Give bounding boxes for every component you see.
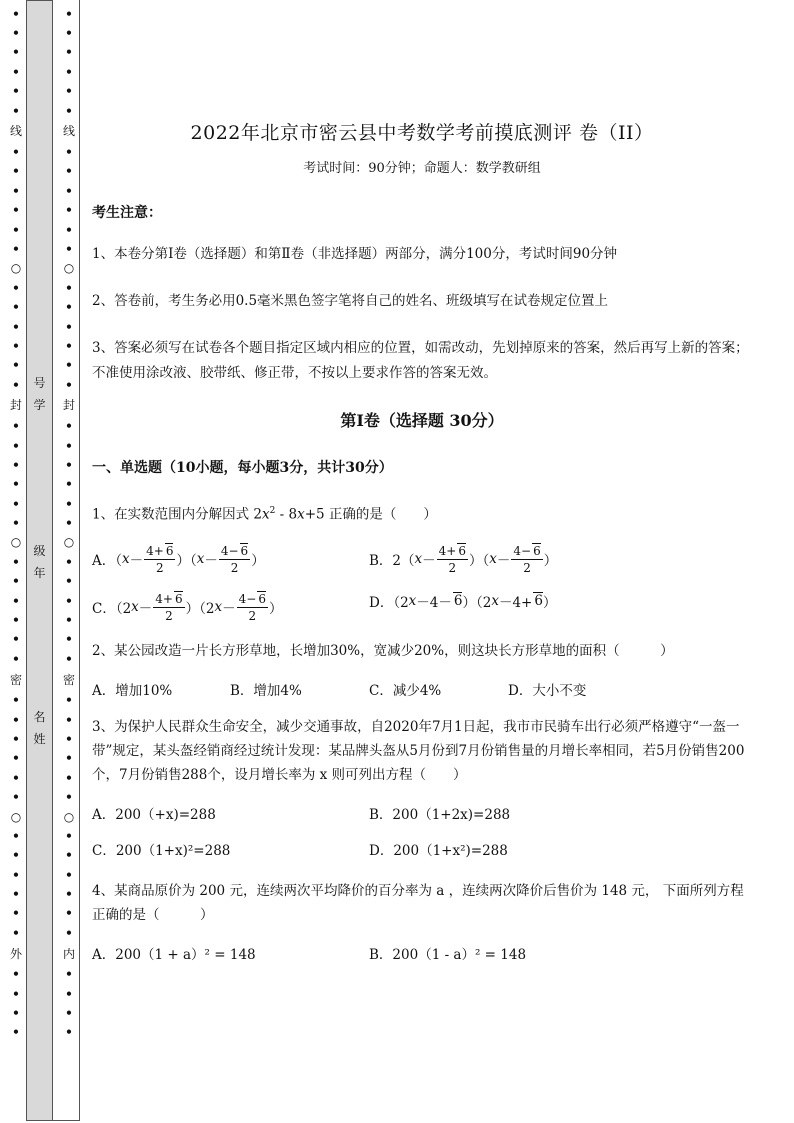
seal-dot: •: [12, 516, 20, 531]
seal-dot: •: [65, 790, 73, 805]
grade-field: 级 年: [33, 544, 46, 580]
question-3-options-row-1: [92, 803, 752, 829]
seal-dot: •: [12, 1006, 20, 1021]
seal-char: 线: [62, 124, 75, 139]
question-3-option-a[interactable]: A．200（+x)=288: [92, 806, 216, 823]
seal-dot: •: [12, 45, 20, 60]
seal-dot: •: [65, 731, 73, 746]
page-title: 2022年北京市密云县中考数学考前摸底测评 卷（II）: [190, 122, 654, 144]
question-2-options: [92, 679, 752, 705]
seal-dot: •: [65, 300, 73, 315]
seal-dot: •: [65, 651, 73, 666]
seal-dot: •: [12, 377, 20, 392]
question-4-options: [92, 943, 752, 969]
question-1-option-b[interactable]: B．2（ x － $\frac{4+ 6}{2}$ ）（ x － $\frac{4- 6}{2}$ ）: [369, 543, 558, 575]
seal-dot: •: [12, 867, 20, 882]
seal-dot: •: [65, 241, 73, 256]
seal-dot: •: [12, 751, 20, 766]
seal-dot: •: [65, 828, 73, 843]
question-2-option-c[interactable]: C．减少4%: [369, 682, 442, 699]
question-4-stem: 4、某商品原价为 200 元，连续两次平均降价的百分率为 a ，连续两次降价后售价为 148 元， 下面所列方程正确的是（ ）: [92, 882, 744, 923]
seal-dot: •: [12, 712, 20, 727]
seal-circle: ○: [63, 535, 75, 550]
question-1-option-c[interactable]: C．（2 x － $\frac{4+ 6}{2}$ ）（2 x － $\frac{4- 6}{2}$ ）: [92, 591, 283, 623]
seal-circle: ○: [63, 809, 75, 824]
seal-dot: •: [65, 867, 73, 882]
seal-dot: •: [65, 1025, 73, 1040]
seal-dot: •: [12, 145, 20, 160]
seal-dot: •: [12, 967, 20, 982]
seal-char: 线: [9, 124, 22, 139]
question-1-options-row-2: [92, 591, 752, 629]
question-3-option-b[interactable]: B．200（1+2x)=288: [369, 806, 511, 823]
seal-dots-right: [62, 4, 76, 1042]
question-3-option-d[interactable]: D．200（1+x²)=288: [369, 842, 508, 859]
seal-circle: ○: [10, 809, 22, 824]
seal-dot: •: [12, 64, 20, 79]
seal-dot: •: [65, 613, 73, 628]
seal-dot: •: [12, 26, 20, 41]
seal-dot: •: [65, 319, 73, 334]
seal-dot: •: [12, 828, 20, 843]
question-2-option-a[interactable]: A．增加10%: [92, 682, 173, 699]
seal-dot: •: [12, 574, 20, 589]
seal-dot: •: [12, 848, 20, 863]
seal-dot: •: [12, 300, 20, 315]
seal-dot: •: [65, 574, 73, 589]
seal-dot: •: [12, 554, 20, 569]
seal-dot: •: [12, 986, 20, 1001]
seal-dot: •: [65, 145, 73, 160]
seal-char: 外: [9, 946, 22, 961]
seal-dot: •: [65, 203, 73, 218]
seal-dot: •: [65, 770, 73, 785]
question-1-stem: 1、在实数范围内分解因式 $2x^2 - 8x+5$ 正确的是（ ）: [92, 506, 437, 523]
question-3-stem: 3、为保护人民群众生命安全，减少交通事故，自2020年7月1日起，我市市民骑车出行必须严格遵守“一盔一带”规定，某头盔经销商经过统计发现：某品牌头盔从5月份到7月份销售量的月增长率相同，若5月份销售200个，7月份销售288个，设月增长率为 x 则可列出方程（ ）: [92, 718, 745, 783]
seal-circle: ○: [10, 535, 22, 550]
seal-dot: •: [65, 358, 73, 373]
seal-dot: •: [12, 358, 20, 373]
seal-dot: •: [12, 183, 20, 198]
question-1-option-d[interactable]: D．（2 x －4－ 6 ）（2 x －4+ 6 ）: [369, 592, 557, 611]
seal-dot: •: [65, 496, 73, 511]
seal-char: 密: [9, 672, 22, 687]
question-2-option-b[interactable]: B．增加4%: [230, 682, 302, 699]
question-1-options-row-1: [92, 543, 752, 581]
seal-dot: •: [65, 516, 73, 531]
seal-char: 封: [9, 398, 22, 413]
seal-char: 封: [62, 398, 75, 413]
seal-dot: •: [65, 183, 73, 198]
seal-dot: •: [12, 203, 20, 218]
seal-dot: •: [65, 26, 73, 41]
name-field: 名 姓: [33, 710, 46, 746]
seal-dot: •: [65, 64, 73, 79]
seal-dot: •: [65, 377, 73, 392]
seal-dot: •: [65, 477, 73, 492]
seal-circle: ○: [63, 261, 75, 276]
seal-dot: •: [12, 164, 20, 179]
seal-dot: •: [12, 613, 20, 628]
seal-dot: •: [12, 925, 20, 940]
seal-dot: •: [65, 751, 73, 766]
binding-margin: [0, 0, 82, 1123]
seal-dot: •: [65, 906, 73, 921]
seal-dot: •: [12, 338, 20, 353]
section-title: 第I卷（选择题 30分）: [340, 411, 504, 430]
seal-dot: •: [65, 6, 73, 21]
question-2-stem: 2、某公园改造一片长方形草地，长增加30%，宽减少20%，则这块长方形草地的面积（ ）: [92, 642, 674, 659]
seal-dot: •: [12, 84, 20, 99]
seal-dot: •: [65, 593, 73, 608]
seal-dot: •: [65, 457, 73, 472]
seal-dot: •: [65, 103, 73, 118]
seal-dot: •: [65, 222, 73, 237]
notice-item-2: 2、答卷前，考生务必用0.5毫米黑色签字笔将自己的姓名、班级填写在试卷规定位置上: [92, 293, 609, 309]
seal-dot: •: [12, 457, 20, 472]
seal-dot: •: [65, 280, 73, 295]
part-heading: 一、单选题（10小题，每小题3分，共计30分）: [92, 460, 393, 476]
question-3-options-row-2: [92, 839, 752, 865]
seal-dot: •: [12, 790, 20, 805]
exam-paper: [92, 118, 752, 979]
seal-dot: •: [65, 84, 73, 99]
seal-dot: •: [65, 986, 73, 1001]
notice-item-1: 1、本卷分第I卷（选择题）和第Ⅱ卷（非选择题）两部分，满分100分，考试时间90分钟: [92, 246, 618, 262]
seal-dot: •: [12, 651, 20, 666]
seal-dot: •: [65, 925, 73, 940]
question-2-option-d[interactable]: D．大小不变: [508, 682, 587, 699]
seal-dots-left: [9, 4, 23, 1042]
question-4-option-b[interactable]: B．200（1 - a）² = 148: [369, 946, 527, 963]
seal-dot: •: [12, 103, 20, 118]
seal-dot: •: [12, 693, 20, 708]
seal-dot: •: [12, 319, 20, 334]
seal-dot: •: [12, 496, 20, 511]
seal-dot: •: [65, 967, 73, 982]
question-3-option-c[interactable]: C．200（1+x)²=288: [92, 842, 231, 859]
student-id-field: 号 学: [33, 376, 46, 412]
seal-dot: •: [65, 554, 73, 569]
seal-dot: •: [65, 338, 73, 353]
seal-char: 密: [62, 672, 75, 687]
seal-dot: •: [65, 1006, 73, 1021]
seal-char: 内: [62, 946, 75, 961]
seal-dot: •: [12, 477, 20, 492]
seal-dot: •: [12, 419, 20, 434]
seal-dot: •: [65, 632, 73, 647]
question-1-option-a[interactable]: A．（ x － $\frac{4+ 6}{2}$ ）（ x － $\frac{4- 6}{2}$ ）: [92, 543, 265, 575]
seal-dot: •: [12, 438, 20, 453]
seal-dot: •: [12, 241, 20, 256]
seal-dot: •: [65, 438, 73, 453]
question-4-option-a[interactable]: A．200（1 + a）² = 148: [92, 946, 256, 963]
seal-dot: •: [12, 593, 20, 608]
seal-dot: •: [65, 693, 73, 708]
seal-dot: •: [12, 770, 20, 785]
seal-dot: •: [65, 419, 73, 434]
seal-dot: •: [65, 887, 73, 902]
seal-dot: •: [12, 6, 20, 21]
seal-dot: •: [12, 222, 20, 237]
seal-dot: •: [65, 45, 73, 60]
seal-circle: ○: [10, 261, 22, 276]
seal-dot: •: [12, 906, 20, 921]
seal-dot: •: [65, 164, 73, 179]
seal-dot: •: [12, 280, 20, 295]
exam-subtitle: 考试时间：90分钟；命题人：数学教研组: [303, 161, 541, 176]
notice-heading: 考生注意：: [92, 205, 162, 221]
seal-dot: •: [12, 887, 20, 902]
seal-dot: •: [65, 712, 73, 727]
seal-dot: •: [12, 731, 20, 746]
seal-dot: •: [12, 632, 20, 647]
seal-dot: •: [12, 1025, 20, 1040]
notice-item-3: 3、答案必须写在试卷各个题目指定区域内相应的位置，如需改动，先划掉原来的答案，然后再写上新的答案；不准使用涂改液、胶带纸、修正带，不按以上要求作答的答案无效。: [92, 340, 749, 381]
seal-dot: •: [65, 848, 73, 863]
